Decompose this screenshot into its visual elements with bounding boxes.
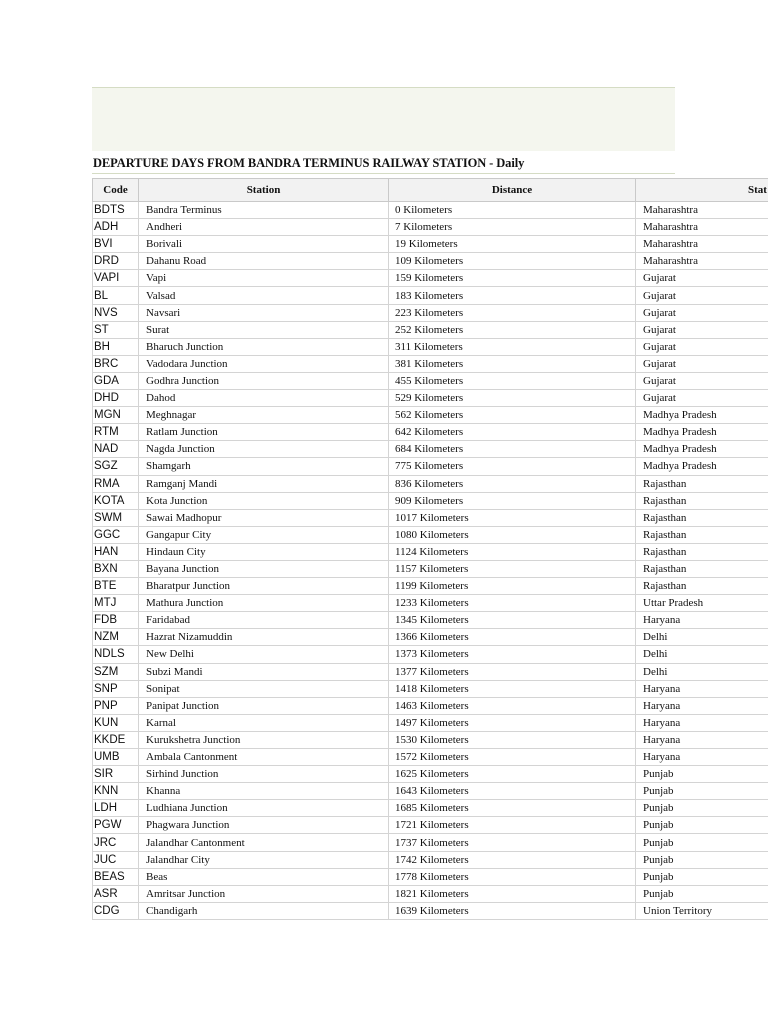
table-row bbox=[93, 663, 768, 680]
distance-cell: 909 Kilometers bbox=[389, 492, 636, 509]
code-cell: NZM bbox=[93, 629, 139, 646]
code-cell: SZM bbox=[93, 663, 139, 680]
table-row bbox=[93, 595, 768, 612]
distance-cell: 1124 Kilometers bbox=[389, 543, 636, 560]
distance-cell: 1721 Kilometers bbox=[389, 817, 636, 834]
table-row bbox=[93, 560, 768, 577]
code-cell: MTJ bbox=[93, 595, 139, 612]
state-cell: Haryana bbox=[636, 697, 768, 714]
station-cell: Sonipat bbox=[139, 680, 389, 697]
state-cell: Haryana bbox=[636, 714, 768, 731]
code-cell: UMB bbox=[93, 749, 139, 766]
code-cell: BTE bbox=[93, 578, 139, 595]
code-cell: DHD bbox=[93, 390, 139, 407]
station-cell: Kota Junction bbox=[139, 492, 389, 509]
code-cell: BVI bbox=[93, 236, 139, 253]
station-cell: Meghnagar bbox=[139, 407, 389, 424]
stations-table-wrapper bbox=[92, 178, 768, 920]
state-cell: Punjab bbox=[636, 868, 768, 885]
state-cell: Delhi bbox=[636, 629, 768, 646]
distance-cell: 311 Kilometers bbox=[389, 338, 636, 355]
code-cell: CDG bbox=[93, 902, 139, 919]
distance-cell: 1497 Kilometers bbox=[389, 714, 636, 731]
station-cell: Sawai Madhopur bbox=[139, 509, 389, 526]
distance-cell: 1821 Kilometers bbox=[389, 885, 636, 902]
station-cell: Faridabad bbox=[139, 612, 389, 629]
code-cell: KOTA bbox=[93, 492, 139, 509]
state-cell: Haryana bbox=[636, 749, 768, 766]
distance-cell: 455 Kilometers bbox=[389, 372, 636, 389]
distance-cell: 1685 Kilometers bbox=[389, 800, 636, 817]
station-cell: Ludhiana Junction bbox=[139, 800, 389, 817]
table-row bbox=[93, 834, 768, 851]
table-header-row bbox=[93, 179, 768, 202]
station-cell: Valsad bbox=[139, 287, 389, 304]
code-cell: NDLS bbox=[93, 646, 139, 663]
code-cell: VAPI bbox=[93, 270, 139, 287]
station-cell: Navsari bbox=[139, 304, 389, 321]
state-cell: Punjab bbox=[636, 851, 768, 868]
state-cell: Madhya Pradesh bbox=[636, 407, 768, 424]
station-cell: Jalandhar Cantonment bbox=[139, 834, 389, 851]
table-row bbox=[93, 612, 768, 629]
stations-table bbox=[92, 178, 768, 920]
table-row bbox=[93, 236, 768, 253]
station-cell: Subzi Mandi bbox=[139, 663, 389, 680]
distance-cell: 1742 Kilometers bbox=[389, 851, 636, 868]
state-cell: Madhya Pradesh bbox=[636, 458, 768, 475]
station-cell: Sirhind Junction bbox=[139, 766, 389, 783]
station-cell: Vapi bbox=[139, 270, 389, 287]
distance-cell: 1157 Kilometers bbox=[389, 560, 636, 577]
station-cell: Amritsar Junction bbox=[139, 885, 389, 902]
table-row bbox=[93, 868, 768, 885]
state-cell: Rajasthan bbox=[636, 526, 768, 543]
station-cell: Ambala Cantonment bbox=[139, 749, 389, 766]
distance-cell: 7 Kilometers bbox=[389, 219, 636, 236]
code-cell: JRC bbox=[93, 834, 139, 851]
station-cell: Borivali bbox=[139, 236, 389, 253]
table-row bbox=[93, 424, 768, 441]
table-row bbox=[93, 885, 768, 902]
code-cell: BRC bbox=[93, 355, 139, 372]
state-cell: Haryana bbox=[636, 612, 768, 629]
station-cell: Shamgarh bbox=[139, 458, 389, 475]
table-row bbox=[93, 800, 768, 817]
station-cell: Dahod bbox=[139, 390, 389, 407]
station-cell: Phagwara Junction bbox=[139, 817, 389, 834]
table-row bbox=[93, 355, 768, 372]
station-cell: Chandigarh bbox=[139, 902, 389, 919]
station-cell: Bharuch Junction bbox=[139, 338, 389, 355]
table-row bbox=[93, 714, 768, 731]
station-cell: Ratlam Junction bbox=[139, 424, 389, 441]
distance-cell: 1199 Kilometers bbox=[389, 578, 636, 595]
column-header-code: Code bbox=[93, 179, 139, 202]
station-cell: Gangapur City bbox=[139, 526, 389, 543]
code-cell: GGC bbox=[93, 526, 139, 543]
state-cell: Maharashtra bbox=[636, 219, 768, 236]
distance-cell: 775 Kilometers bbox=[389, 458, 636, 475]
table-row bbox=[93, 287, 768, 304]
code-cell: JUC bbox=[93, 851, 139, 868]
distance-cell: 0 Kilometers bbox=[389, 202, 636, 219]
state-cell: Gujarat bbox=[636, 338, 768, 355]
station-cell: Andheri bbox=[139, 219, 389, 236]
code-cell: BEAS bbox=[93, 868, 139, 885]
distance-cell: 1418 Kilometers bbox=[389, 680, 636, 697]
table-row bbox=[93, 321, 768, 338]
code-cell: NAD bbox=[93, 441, 139, 458]
station-cell: Hazrat Nizamuddin bbox=[139, 629, 389, 646]
code-cell: FDB bbox=[93, 612, 139, 629]
state-cell: Maharashtra bbox=[636, 236, 768, 253]
code-cell: GDA bbox=[93, 372, 139, 389]
station-cell: Surat bbox=[139, 321, 389, 338]
station-cell: Vadodara Junction bbox=[139, 355, 389, 372]
code-cell: ST bbox=[93, 321, 139, 338]
code-cell: ASR bbox=[93, 885, 139, 902]
state-cell: Uttar Pradesh bbox=[636, 595, 768, 612]
table-row bbox=[93, 766, 768, 783]
distance-cell: 183 Kilometers bbox=[389, 287, 636, 304]
station-cell: Kurukshetra Junction bbox=[139, 731, 389, 748]
state-cell: Rajasthan bbox=[636, 543, 768, 560]
distance-cell: 529 Kilometers bbox=[389, 390, 636, 407]
table-row bbox=[93, 902, 768, 919]
distance-cell: 381 Kilometers bbox=[389, 355, 636, 372]
table-row bbox=[93, 543, 768, 560]
table-row bbox=[93, 372, 768, 389]
state-cell: Rajasthan bbox=[636, 578, 768, 595]
title-row bbox=[92, 151, 675, 174]
state-cell: Haryana bbox=[636, 680, 768, 697]
page-title: DEPARTURE DAYS FROM BANDRA TERMINUS RAILWAY STATION - Daily bbox=[93, 156, 525, 170]
code-cell: SGZ bbox=[93, 458, 139, 475]
table-row bbox=[93, 390, 768, 407]
table-row bbox=[93, 492, 768, 509]
distance-cell: 836 Kilometers bbox=[389, 475, 636, 492]
distance-cell: 1366 Kilometers bbox=[389, 629, 636, 646]
table-row bbox=[93, 219, 768, 236]
table-row bbox=[93, 629, 768, 646]
table-row bbox=[93, 458, 768, 475]
station-cell: Bharatpur Junction bbox=[139, 578, 389, 595]
table-row bbox=[93, 749, 768, 766]
table-row bbox=[93, 270, 768, 287]
code-cell: LDH bbox=[93, 800, 139, 817]
table-row bbox=[93, 441, 768, 458]
table-row bbox=[93, 253, 768, 270]
distance-cell: 1778 Kilometers bbox=[389, 868, 636, 885]
distance-cell: 223 Kilometers bbox=[389, 304, 636, 321]
code-cell: ADH bbox=[93, 219, 139, 236]
code-cell: DRD bbox=[93, 253, 139, 270]
station-cell: Bandra Terminus bbox=[139, 202, 389, 219]
state-cell: Rajasthan bbox=[636, 492, 768, 509]
state-cell: Haryana bbox=[636, 731, 768, 748]
state-cell: Madhya Pradesh bbox=[636, 441, 768, 458]
table-header bbox=[93, 179, 768, 202]
table-row bbox=[93, 697, 768, 714]
code-cell: HAN bbox=[93, 543, 139, 560]
distance-cell: 684 Kilometers bbox=[389, 441, 636, 458]
station-cell: Khanna bbox=[139, 783, 389, 800]
column-header-distance: Distance bbox=[389, 179, 636, 202]
state-cell: Rajasthan bbox=[636, 560, 768, 577]
table-row bbox=[93, 783, 768, 800]
distance-cell: 1639 Kilometers bbox=[389, 902, 636, 919]
distance-cell: 1737 Kilometers bbox=[389, 834, 636, 851]
column-header-state: Stat bbox=[636, 179, 768, 202]
state-cell: Maharashtra bbox=[636, 253, 768, 270]
table-row bbox=[93, 304, 768, 321]
code-cell: BL bbox=[93, 287, 139, 304]
code-cell: SIR bbox=[93, 766, 139, 783]
code-cell: MGN bbox=[93, 407, 139, 424]
station-cell: Hindaun City bbox=[139, 543, 389, 560]
code-cell: BH bbox=[93, 338, 139, 355]
table-row bbox=[93, 817, 768, 834]
distance-cell: 1017 Kilometers bbox=[389, 509, 636, 526]
table-body bbox=[93, 202, 768, 920]
code-cell: SWM bbox=[93, 509, 139, 526]
station-cell: Karnal bbox=[139, 714, 389, 731]
table-row bbox=[93, 407, 768, 424]
distance-cell: 1643 Kilometers bbox=[389, 783, 636, 800]
code-cell: KKDE bbox=[93, 731, 139, 748]
station-cell: Panipat Junction bbox=[139, 697, 389, 714]
code-cell: BDTS bbox=[93, 202, 139, 219]
code-cell: RTM bbox=[93, 424, 139, 441]
distance-cell: 1233 Kilometers bbox=[389, 595, 636, 612]
station-cell: Dahanu Road bbox=[139, 253, 389, 270]
table-row bbox=[93, 680, 768, 697]
distance-cell: 1572 Kilometers bbox=[389, 749, 636, 766]
state-cell: Punjab bbox=[636, 885, 768, 902]
state-cell: Maharashtra bbox=[636, 202, 768, 219]
header-banner bbox=[92, 87, 675, 152]
table-row bbox=[93, 646, 768, 663]
distance-cell: 1463 Kilometers bbox=[389, 697, 636, 714]
distance-cell: 1373 Kilometers bbox=[389, 646, 636, 663]
distance-cell: 562 Kilometers bbox=[389, 407, 636, 424]
table-row bbox=[93, 851, 768, 868]
state-cell: Delhi bbox=[636, 663, 768, 680]
station-cell: Ramganj Mandi bbox=[139, 475, 389, 492]
state-cell: Punjab bbox=[636, 766, 768, 783]
distance-cell: 1080 Kilometers bbox=[389, 526, 636, 543]
code-cell: NVS bbox=[93, 304, 139, 321]
distance-cell: 1345 Kilometers bbox=[389, 612, 636, 629]
table-row bbox=[93, 509, 768, 526]
station-cell: Nagda Junction bbox=[139, 441, 389, 458]
state-cell: Delhi bbox=[636, 646, 768, 663]
state-cell: Gujarat bbox=[636, 355, 768, 372]
state-cell: Rajasthan bbox=[636, 509, 768, 526]
station-cell: Jalandhar City bbox=[139, 851, 389, 868]
station-cell: Godhra Junction bbox=[139, 372, 389, 389]
state-cell: Gujarat bbox=[636, 372, 768, 389]
station-cell: Mathura Junction bbox=[139, 595, 389, 612]
distance-cell: 1625 Kilometers bbox=[389, 766, 636, 783]
code-cell: KUN bbox=[93, 714, 139, 731]
distance-cell: 109 Kilometers bbox=[389, 253, 636, 270]
table-row bbox=[93, 338, 768, 355]
state-cell: Union Territory bbox=[636, 902, 768, 919]
code-cell: PNP bbox=[93, 697, 139, 714]
table-row bbox=[93, 578, 768, 595]
station-cell: Beas bbox=[139, 868, 389, 885]
state-cell: Gujarat bbox=[636, 287, 768, 304]
distance-cell: 19 Kilometers bbox=[389, 236, 636, 253]
code-cell: KNN bbox=[93, 783, 139, 800]
table-row bbox=[93, 526, 768, 543]
distance-cell: 159 Kilometers bbox=[389, 270, 636, 287]
state-cell: Gujarat bbox=[636, 270, 768, 287]
state-cell: Punjab bbox=[636, 817, 768, 834]
column-header-station: Station bbox=[139, 179, 389, 202]
table-row bbox=[93, 731, 768, 748]
distance-cell: 1377 Kilometers bbox=[389, 663, 636, 680]
code-cell: BXN bbox=[93, 560, 139, 577]
state-cell: Gujarat bbox=[636, 390, 768, 407]
state-cell: Gujarat bbox=[636, 321, 768, 338]
code-cell: SNP bbox=[93, 680, 139, 697]
distance-cell: 252 Kilometers bbox=[389, 321, 636, 338]
station-cell: New Delhi bbox=[139, 646, 389, 663]
state-cell: Punjab bbox=[636, 783, 768, 800]
code-cell: RMA bbox=[93, 475, 139, 492]
state-cell: Madhya Pradesh bbox=[636, 424, 768, 441]
state-cell: Punjab bbox=[636, 834, 768, 851]
distance-cell: 642 Kilometers bbox=[389, 424, 636, 441]
table-row bbox=[93, 475, 768, 492]
state-cell: Gujarat bbox=[636, 304, 768, 321]
station-cell: Bayana Junction bbox=[139, 560, 389, 577]
code-cell: PGW bbox=[93, 817, 139, 834]
distance-cell: 1530 Kilometers bbox=[389, 731, 636, 748]
state-cell: Punjab bbox=[636, 800, 768, 817]
state-cell: Rajasthan bbox=[636, 475, 768, 492]
table-row bbox=[93, 202, 768, 219]
